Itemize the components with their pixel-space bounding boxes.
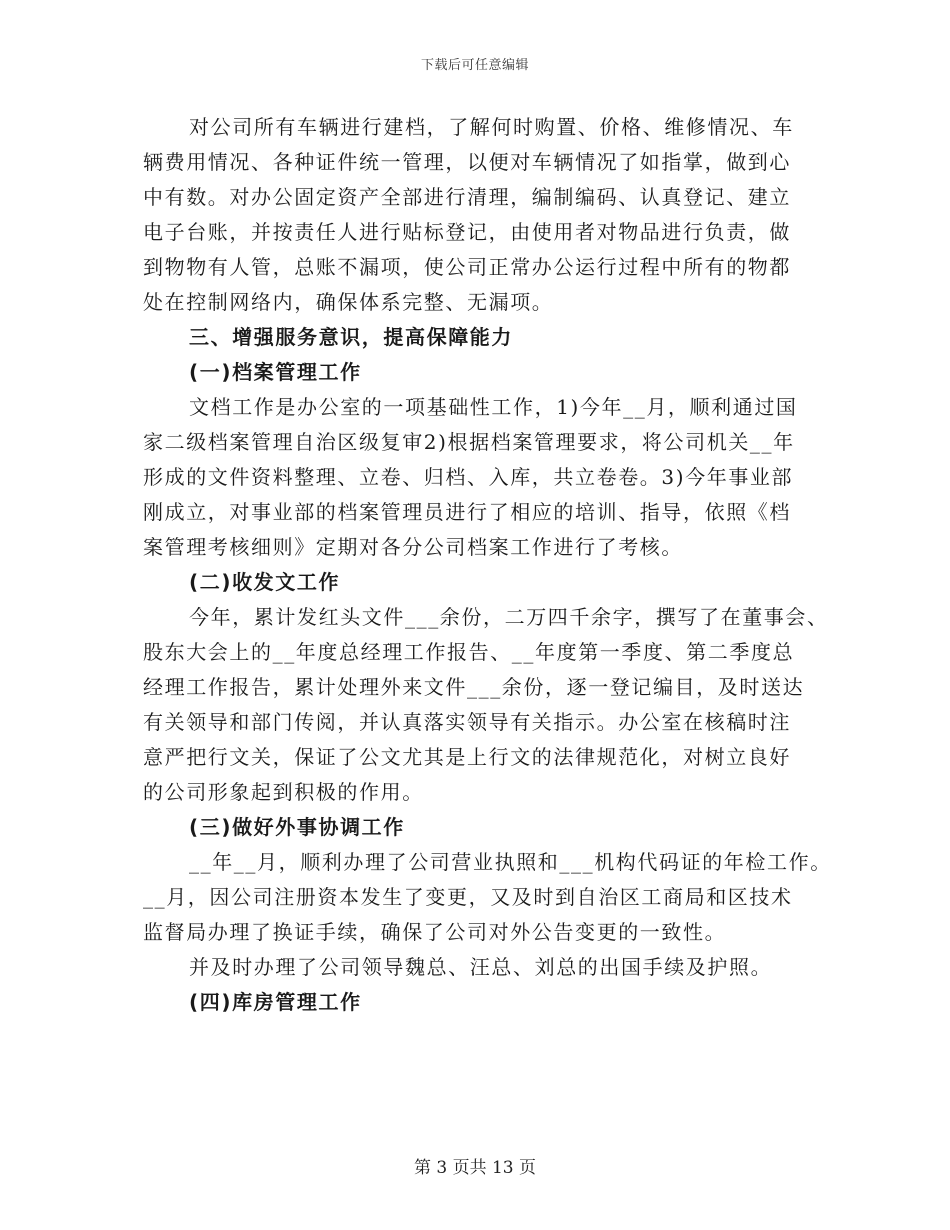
paragraph-line: 电子台账，并按责任人进行贴标登记，由使用者对物品进行负责，做 xyxy=(143,220,791,244)
page-footer: 第 3 页共 13 页 xyxy=(413,1158,537,1178)
section-heading: (四)库房管理工作 xyxy=(189,990,362,1014)
paragraph-line: 有关领导和部门传阅，并认真落实领导有关指示。办公室在核稿时注 xyxy=(143,710,791,734)
paragraph-line: 监督局办理了换证手续，确保了公司对外公告变更的一致性。 xyxy=(143,920,727,944)
paragraph-line: __月，因公司注册资本发生了变更，又及时到自治区工商局和区技术 xyxy=(143,885,793,909)
paragraph-first-line: 并及时办理了公司领导魏总、汪总、刘总的出国手续及护照。 xyxy=(189,955,773,979)
paragraph-first-line: __年__月，顺利办理了公司营业执照和___机构代码证的年检工作。 xyxy=(189,850,832,874)
paragraph-line: 辆费用情况、各种证件统一管理，以便对车辆情况了如指掌，做到心 xyxy=(143,150,791,174)
section-heading: (一)档案管理工作 xyxy=(189,360,362,384)
paragraph-line: 处在控制网络内，确保体系完整、无漏项。 xyxy=(143,290,554,314)
paragraph-line: 中有数。对办公固定资产全部进行清理，编制编码、认真登记、建立 xyxy=(143,185,791,209)
paragraph-line: 形成的文件资料整理、立卷、归档、入库，共立卷卷。3)今年事业部 xyxy=(143,465,794,489)
paragraph-line: 刚成立，对事业部的档案管理员进行了相应的培训、指导，依照《档 xyxy=(143,500,791,524)
paragraph-line: 意严把行文关，保证了公文尤其是上行文的法律规范化，对树立良好 xyxy=(143,745,791,769)
paragraph-first-line: 今年，累计发红头文件___余份，二万四千余字，撰写了在董事会、 xyxy=(189,605,829,629)
paragraph-first-line: 对公司所有车辆进行建档，了解何时购置、价格、维修情况、车 xyxy=(189,115,794,139)
paragraph-line: 经理工作报告，累计处理外来文件___余份，逐一登记编目，及时送达 xyxy=(143,675,805,699)
paragraph-line: 到物物有人管，总账不漏项，使公司正常办公运行过程中所有的物都 xyxy=(143,255,791,279)
paragraph-line: 股东大会上的__年度总经理工作报告、__年度第一季度、第二季度总 xyxy=(143,640,795,664)
section-heading: (三)做好外事协调工作 xyxy=(189,815,405,839)
document-body xyxy=(143,110,833,1020)
paragraph-first-line: 文档工作是办公室的一项基础性工作，1)今年__月，顺利通过国 xyxy=(189,395,798,419)
page-header: 下载后可任意编辑 xyxy=(420,58,529,73)
paragraph-line: 的公司形象起到积极的作用。 xyxy=(143,780,424,804)
paragraph-line: 家二级档案管理自治区级复审2)根据档案管理要求，将公司机关__年 xyxy=(143,430,795,454)
section-heading: 三、增强服务意识，提高保障能力 xyxy=(189,325,513,349)
section-heading: (二)收发文工作 xyxy=(189,570,341,594)
paragraph-line: 案管理考核细则》定期对各分公司档案工作进行了考核。 xyxy=(143,535,683,559)
